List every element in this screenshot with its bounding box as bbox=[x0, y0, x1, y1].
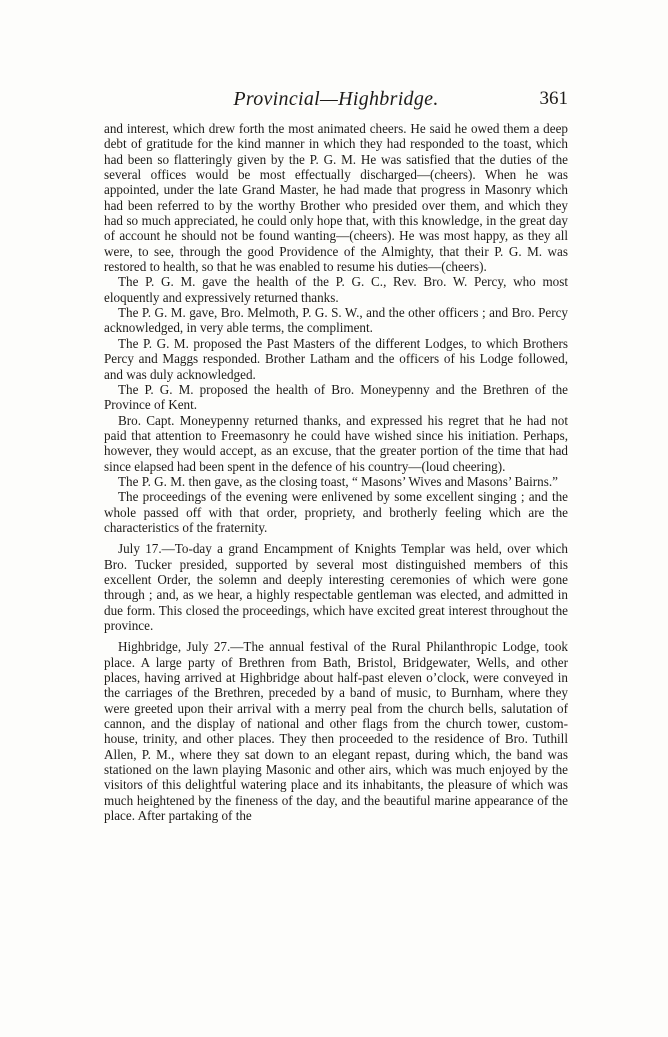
paragraph-continuation: and interest, which drew forth the most animated cheers. He said he owed them a deep debt of gratitude for the kind manner in which they had responded to the toast, which had been so flatteringly given by the P. G. M. He was satisfied that the duties of the several offices would be most effectually discharged—(cheers). When he was appointed, under the late Grand Master, he had made that progress in Masonry which had been referred to by the worthy Brother who presided over them, and which they had so much appreciated, he could only hope that, with this knowledge, in the great day of account he should not be found wanting—(cheers). He was most happy, as they all were, to see, through the good Providence of the Almighty, that their P. G. M. was restored to health, so that he was enabled to resume his duties—(cheers). bbox=[104, 121, 568, 275]
paragraph-moneypenny-toast: The P. G. M. proposed the health of Bro. Moneypenny and the Brethren of the Province of Kent. bbox=[104, 381, 568, 413]
page-header bbox=[104, 88, 568, 118]
paragraph-past-masters: The P. G. M. proposed the Past Masters of the different Lodges, to which Brothers Percy and Maggs responded. Brother Latham and the officers of his Lodge followed, and was duly acknowledged. bbox=[104, 335, 568, 382]
paragraph-closing-toast: The P. G. M. then gave, as the closing toast, “ Masons’ Wives and Masons’ Bairns.” bbox=[118, 473, 558, 489]
page-number: 361 bbox=[539, 88, 568, 109]
running-title: Provincial—Highbridge. bbox=[233, 88, 439, 110]
paragraph-highbridge-july-27: Highbridge, July 27.—The annual festival of the Rural Philanthropic Lodge, took place. A large party of Brethren from Bath, Bristol, Bridgewater, Wells, and other places, having arrived at Highbridge about half-past eleven o’clock, were conveyed in the carriages of the Brethren, preceded by a band of music, to Burnham, where they were greeted upon their arrival with a merry peal from the church bells, salutation of cannon, and the display of national and other flags from the church tower, custom-house, trinity, and other places. They then proceeded to the residence of Bro. Tuthill Allen, P. M., where they sat down to an elegant repast, during which, the band was stationed on the lawn playing Masonic and other airs, which was much enjoyed by the visitors of this delightful watering place and its inhabitants, the pleasure of which was much heightened by the fineness of the day, and the beautiful marine appearance of the place. After partaking of the bbox=[104, 639, 568, 824]
body-text bbox=[104, 121, 568, 823]
paragraph-pgc-toast: The P. G. M. gave the health of the P. G. C., Rev. Bro. W. Percy, who most eloquently and expressively returned thanks. bbox=[104, 274, 568, 305]
paragraph-proceedings: The proceedings of the evening were enlivened by some excellent singing ; and the whole passed off with that order, propriety, and brotherly feeling which are the characteristics of the fraternity. bbox=[104, 489, 568, 535]
paragraph-officers-toast: The P. G. M. gave, Bro. Melmoth, P. G. S. W., and the other officers ; and Bro. Percy acknowledged, in very able terms, the compliment. bbox=[104, 305, 568, 336]
paragraph-moneypenny-reply: Bro. Capt. Moneypenny returned thanks, and expressed his regret that he had not paid that attention to Freemasonry he could have wished since his initiation. Perhaps, however, they would accept, as an excuse, that the greater portion of the time that had since elapsed had been spent in the defence of his country—(loud cheering). bbox=[104, 412, 568, 474]
paragraph-july-17: July 17.—To-day a grand Encampment of Knights Templar was held, over which Bro. Tucker presided, supported by several most distinguished members of this excellent Order, the solemn and deeply interesting ceremonies of which were gone through ; and, as we hear, a highly respectable gentleman was elected, and admitted in due form. This closed the proceedings, which have excited great interest throughout the province. bbox=[104, 541, 568, 633]
